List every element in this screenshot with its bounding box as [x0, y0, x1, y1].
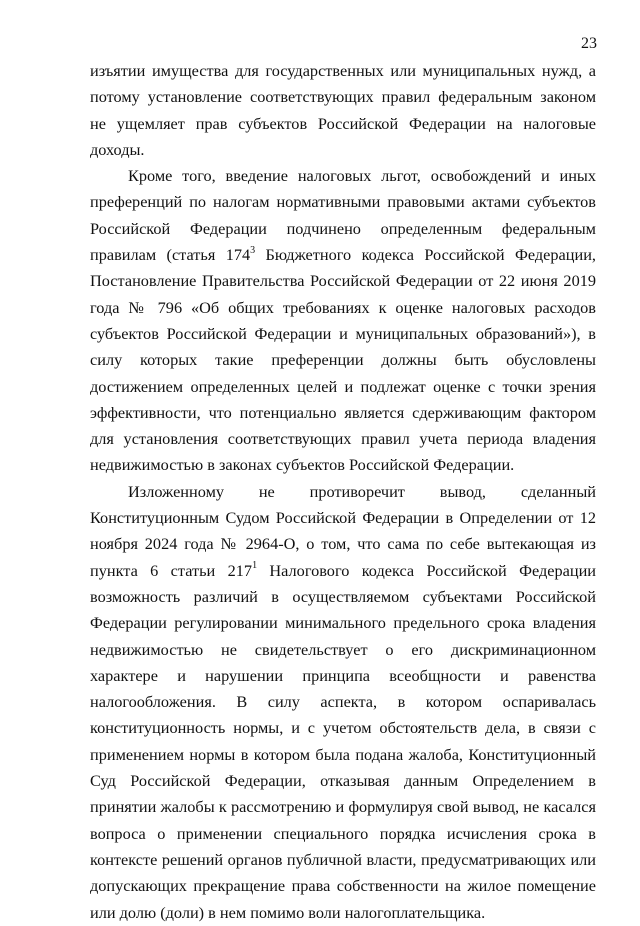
- paragraph-2-text-before: Кроме того, введение налоговых льгот, освобождений и иных преференций по налогам нормативными правовыми актами субъектов Российской Федерации подчинено определенным федеральным правилам (статья 174: [90, 166, 596, 265]
- paragraph-1: изъятии имущества для государственных или муниципальных нужд, а потому установление соответствующих правил федеральным законом не ущемляет прав субъектов Российской Федерации на налоговые доходы.: [90, 61, 596, 159]
- paragraph-2: [90, 163, 596, 479]
- paragraph-3-superscript: 1: [252, 560, 258, 572]
- document-body: [90, 58, 596, 926]
- paragraph-3-text-before: Изложенному не противоречит вывод, сделанный Конституционным Судом Российской Федерации в Определении от 12 ноября 2024 года № 2964-О, о том, что сама по себе вытекающая из пункта 6 статьи 217: [90, 481, 596, 580]
- paragraph-3-text-after: Налогового кодекса Российской Федерации возможность различий в осуществляемом субъектами Российской Федерации регулировании минимального предельного срока владения недвижимостью не свидетельствует о его дискриминационном характере и нарушении принципа всеобщности и равенства налогообложения. В силу аспекта, в котором оспаривалась конституционность нормы, и с учетом обстоятельств дела, в связи с применением нормы в котором была подана жалоба, Конституционный Суд Российской Федерации, отказывая данным Определением в принятии жалобы к рассмотрению и формулируя свой вывод, не касался вопроса о применении специального порядка исчисления срока в контексте решений органов публичной власти, предусматривающих или допускающих прекращение права собственности на жилое помещение или долю (доли) в нем помимо воли налогоплательщика.: [90, 560, 596, 922]
- paragraph-2-superscript: 3: [250, 244, 256, 256]
- page-number: 23: [581, 35, 597, 52]
- paragraph-2-text-after: Бюджетного кодекса Российской Федерации, Постановление Правительства Российской Федерации от 22 июня 2019 года № 796 «Об общих требованиях к оценке налоговых расходов субъектов Российской Федерации и муниципальных образований»), в силу которых такие преференции должны быть обусловлены достижением определенных целей и подлежат оценке с точки зрения эффективности, что потенциально является сдерживающим фактором для установления соответствующих правил учета периода владения недвижимостью в законах субъектов Российской Федерации.: [90, 245, 596, 475]
- paragraph-3: [90, 479, 596, 926]
